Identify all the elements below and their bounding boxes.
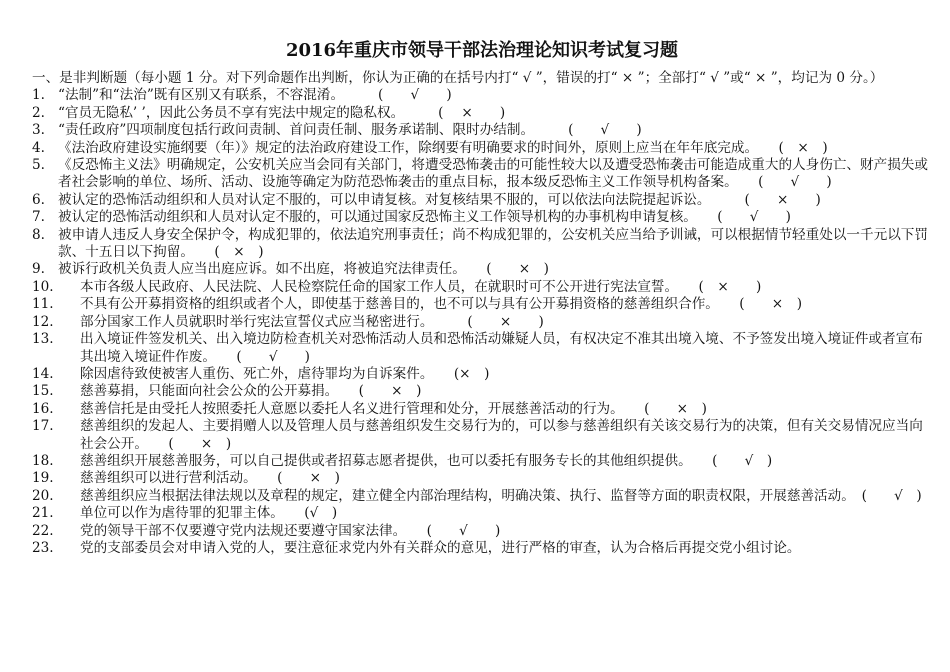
question-number: 3. xyxy=(32,122,45,139)
question-text: 《法治政府建设实施纲要（年）》规定的法治政府建设工作，除纲要有明确要求的时间外，原则上应当在年年底完成。 ( × ) xyxy=(58,139,828,156)
question-item xyxy=(32,209,932,226)
question-text: 出入境证件签发机关、出入境边防检查机关对恐怖活动人员和恐怖活动嫌疑人员，有权决定不准其出境入境、不予签发出境入境证件或者宣布其出境入境证件作废。 ( √ ) xyxy=(80,331,923,365)
question-number: 22. xyxy=(32,522,54,539)
section-intro: 一、是非判断题（每小题 1 分。对下列命题作出判断，你认为正确的在括号内打“ √ ”，错误的打“ × ”；全部打“ √ ”或“ × ”，均记为 0 分。） xyxy=(32,70,884,86)
question-number: 15. xyxy=(32,383,54,400)
question-item xyxy=(32,488,932,505)
question-number: 16. xyxy=(32,400,54,417)
question-item xyxy=(32,366,932,383)
question-item xyxy=(32,105,932,122)
question-number: 21. xyxy=(32,505,54,522)
question-number: 8. xyxy=(32,226,45,243)
question-text: 慈善组织的发起人、主要捐赠人以及管理人员与慈善组织发生交易行为的，可以参与慈善组织有关该交易行为的决策，但有关交易情况应当向社会公开。 ( × ) xyxy=(80,418,923,452)
question-text: 部分国家工作人员就职时举行宪法宣誓仪式应当秘密进行。 ( × ) xyxy=(80,313,544,330)
question-item xyxy=(32,296,932,313)
question-item xyxy=(32,87,932,104)
question-number: 18. xyxy=(32,452,54,469)
question-text: 慈善组织可以进行营利活动。 ( × ) xyxy=(80,470,340,487)
question-item xyxy=(32,279,932,296)
question-text: “官员无隐私’ ’，因此公务员不享有宪法中规定的隐私权。 ( × ) xyxy=(58,104,506,121)
document-title: 2016年重庆市领导干部法治理论知识考试复习题 xyxy=(285,40,679,61)
question-text: 党的支部委员会对申请入党的人，要注意征求党内外有关群众的意见，进行严格的审查，认为合格后再提交党小组讨论。 xyxy=(80,539,801,556)
question-number: 14. xyxy=(32,365,54,382)
question-number: 1. xyxy=(32,87,45,104)
question-item xyxy=(32,523,932,540)
question-item xyxy=(32,157,932,192)
question-text: “法制”和“法治”既有区别又有联系，不容混淆。 ( √ ) xyxy=(58,87,452,104)
question-item xyxy=(32,505,932,522)
question-number: 12. xyxy=(32,313,54,330)
question-text: 慈善信托是由受托人按照委托人意愿以委托人名义进行管理和处分，开展慈善活动的行为。 ( × ) xyxy=(80,400,707,417)
question-item xyxy=(32,453,932,470)
question-item xyxy=(32,540,932,557)
question-item xyxy=(32,401,932,418)
question-list xyxy=(32,87,932,557)
question-number: 10. xyxy=(32,278,54,295)
question-text: 被诉行政机关负责人应当出庭应诉。如不出庭，将被追究法律责任。 ( × ) xyxy=(58,261,549,278)
question-item xyxy=(32,331,932,366)
question-number: 19. xyxy=(32,470,54,487)
question-text: 除因虐待致使被害人重伤、死亡外，虐待罪均为自诉案件。 (× ) xyxy=(80,365,490,382)
question-number: 9. xyxy=(32,261,45,278)
question-item xyxy=(32,470,932,487)
question-text: “责任政府”四项制度包括行政问责制、首问责任制、服务承诺制、限时办结制。 ( √ ) xyxy=(58,122,642,139)
question-text: 慈善组织应当根据法律法规以及章程的规定，建立健全内部治理结构，明确决策、执行、监督等方面的职责权限，开展慈善活动。 ( √ ) xyxy=(80,487,922,504)
question-text: 慈善募捐，只能面向社会公众的公开募捐。 ( × ) xyxy=(80,383,422,400)
question-text: 单位可以作为虐待罪的犯罪主体。 (√ ) xyxy=(80,505,338,522)
question-text: 被申请人违反人身安全保护令，构成犯罪的，依法追究刑事责任；尚不构成犯罪的，公安机关应当给予训诫，可以根据情节轻重处以一千元以下罚款、十五日以下拘留。 ( × ) xyxy=(58,226,928,261)
question-item xyxy=(32,227,932,262)
question-number: 11. xyxy=(32,296,54,313)
question-number: 23. xyxy=(32,539,54,556)
question-text: 《反恐怖主义法》明确规定，公安机关应当会同有关部门，将遭受恐怖袭击的可能性较大以及遭受恐怖袭击可能造成重大的人身伤亡、财产损失或者社会影响的单位、场所、活动、设施等确定为防范恐怖袭击的重点目标，报本级反恐怖主义工作领导机构备案。 ( √ ) xyxy=(58,157,928,191)
question-item xyxy=(32,418,932,453)
question-number: 13. xyxy=(32,331,54,348)
question-text: 被认定的恐怖活动组织和人员对认定不服的，可以通过国家反恐怖主义工作领导机构的办事机构申请复核。 ( √ ) xyxy=(58,209,791,226)
question-item xyxy=(32,383,932,400)
question-number: 20. xyxy=(32,487,54,504)
question-number: 4. xyxy=(32,139,45,156)
question-number: 6. xyxy=(32,191,45,208)
question-item xyxy=(32,261,932,278)
question-text: 不具有公开募捐资格的组织或者个人，即使基于慈善目的，也不可以与具有公开募捐资格的慈善组织合作。 ( × ) xyxy=(80,296,803,313)
question-number: 17. xyxy=(32,418,54,435)
question-text: 本市各级人民政府、人民法院、人民检察院任命的国家工作人员，在就职时可不公开进行宪法宣誓。 ( × ) xyxy=(80,278,762,295)
question-item xyxy=(32,140,932,157)
question-item xyxy=(32,122,932,139)
question-item xyxy=(32,192,932,209)
question-item xyxy=(32,314,932,331)
question-text: 慈善组织开展慈善服务，可以自己提供或者招募志愿者提供，也可以委托有服务专长的其他组织提供。 ( √ ) xyxy=(80,452,773,469)
question-number: 7. xyxy=(32,209,45,226)
question-number: 2. xyxy=(32,104,45,121)
question-number: 5. xyxy=(32,157,45,174)
question-text: 党的领导干部不仅要遵守党内法规还要遵守国家法律。 ( √ ) xyxy=(80,522,501,539)
question-text: 被认定的恐怖活动组织和人员对认定不服的，可以申请复核。对复核结果不服的，可以依法向法院提起诉讼。 ( × ) xyxy=(58,191,821,208)
